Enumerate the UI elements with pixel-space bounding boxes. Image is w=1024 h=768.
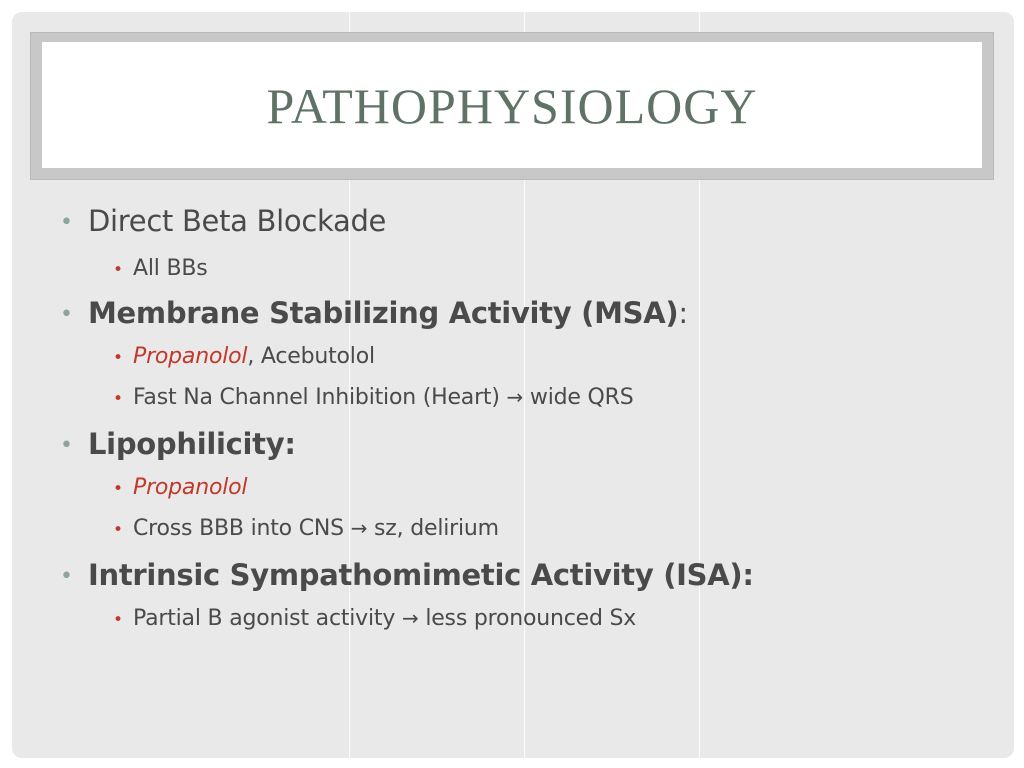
- bullet-text: Intrinsic Sympathomimetic Activity (ISA):: [88, 558, 754, 592]
- bullet-suffix: :: [678, 296, 688, 330]
- drug-name: Propanolol: [133, 475, 248, 500]
- bullet-dot: •: [113, 389, 123, 409]
- arrow-right-icon: →: [401, 606, 419, 630]
- bullet-dot: •: [113, 520, 123, 540]
- bullet-text: Lipophilicity:: [88, 427, 296, 461]
- bullet-text: Direct Beta Blockade: [88, 204, 387, 238]
- bullet-text: Cross BBB into CNS: [133, 516, 344, 541]
- slide-title: PATHOPHYSIOLOGY: [266, 78, 758, 134]
- bullet-result: sz, delirium: [374, 516, 499, 541]
- title-frame: [30, 32, 994, 180]
- bullet-text: , Acebutolol: [247, 344, 375, 369]
- title-box: [42, 42, 982, 168]
- bullet-text: Fast Na Channel Inhibition (Heart): [133, 385, 500, 410]
- arrow-right-icon: →: [350, 516, 368, 540]
- bullet-dot: •: [60, 564, 73, 589]
- bullet-dot: •: [113, 479, 123, 499]
- bullet-dot: •: [113, 260, 123, 280]
- bullet-result: less pronounced Sx: [425, 606, 637, 631]
- bullet-text: All BBs: [133, 256, 208, 281]
- bullet-text: Partial B agonist activity: [133, 606, 396, 631]
- bullet-result: wide QRS: [529, 385, 634, 410]
- bullet-text: Membrane Stabilizing Activity (MSA): [88, 296, 679, 330]
- bullet-dot: •: [113, 348, 123, 368]
- arrow-right-icon: →: [506, 385, 524, 409]
- bullet-dot: •: [60, 302, 73, 327]
- bullet-dot: •: [60, 433, 73, 458]
- drug-name: Propanolol: [133, 344, 248, 369]
- bullet-dot: •: [113, 610, 123, 630]
- bullet-dot: •: [60, 210, 73, 235]
